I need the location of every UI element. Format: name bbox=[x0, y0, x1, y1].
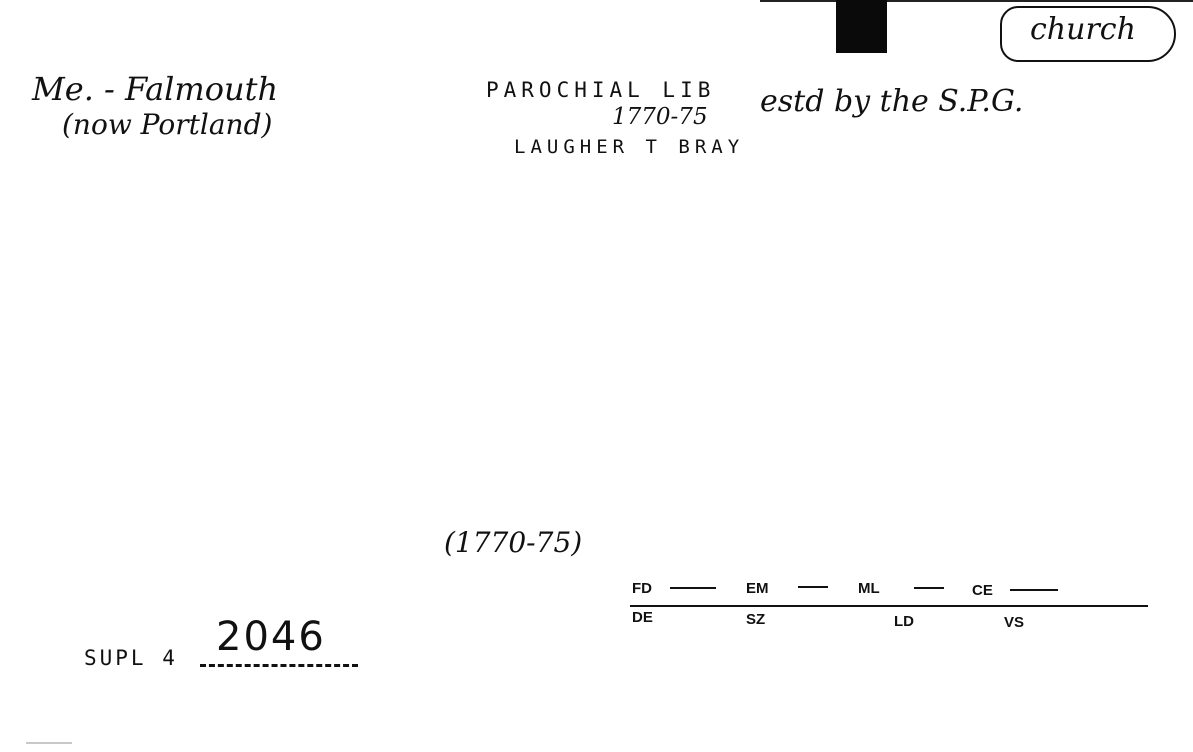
code-fd-dash bbox=[670, 587, 716, 589]
place-line-1: Me. - Falmouth bbox=[32, 70, 279, 108]
code-ml-dash bbox=[914, 587, 944, 589]
subject-tag: church bbox=[1030, 12, 1136, 47]
annotation-established: estd by the S.P.G. bbox=[760, 84, 1024, 119]
scan-artifact bbox=[26, 742, 72, 744]
index-tab-marker bbox=[836, 0, 887, 53]
card-heading: PAROCHIAL LIB bbox=[486, 78, 716, 102]
annotation-years-lower: (1770-75) bbox=[444, 526, 583, 559]
place-line-2: (now Portland) bbox=[62, 108, 273, 141]
supl-dashed-line bbox=[200, 664, 358, 667]
top-edge-rule bbox=[760, 0, 1193, 2]
code-de: DE bbox=[632, 609, 653, 626]
code-ml: ML bbox=[858, 580, 880, 597]
code-ld: LD bbox=[894, 613, 914, 630]
code-vs: VS bbox=[1004, 614, 1025, 631]
supl-number: 2046 bbox=[216, 614, 326, 660]
code-ce: CE bbox=[972, 582, 993, 599]
card-subject: LAUGHER T BRAY bbox=[514, 136, 745, 158]
code-em: EM bbox=[746, 580, 769, 597]
code-grid-rule bbox=[630, 605, 1148, 607]
code-sz: SZ bbox=[746, 611, 766, 628]
annotation-years: 1770-75 bbox=[612, 104, 708, 130]
code-fd: FD bbox=[632, 580, 652, 597]
code-ce-dash bbox=[1010, 589, 1058, 591]
supl-label: SUPL 4 bbox=[84, 646, 178, 670]
code-em-dash bbox=[798, 586, 828, 588]
